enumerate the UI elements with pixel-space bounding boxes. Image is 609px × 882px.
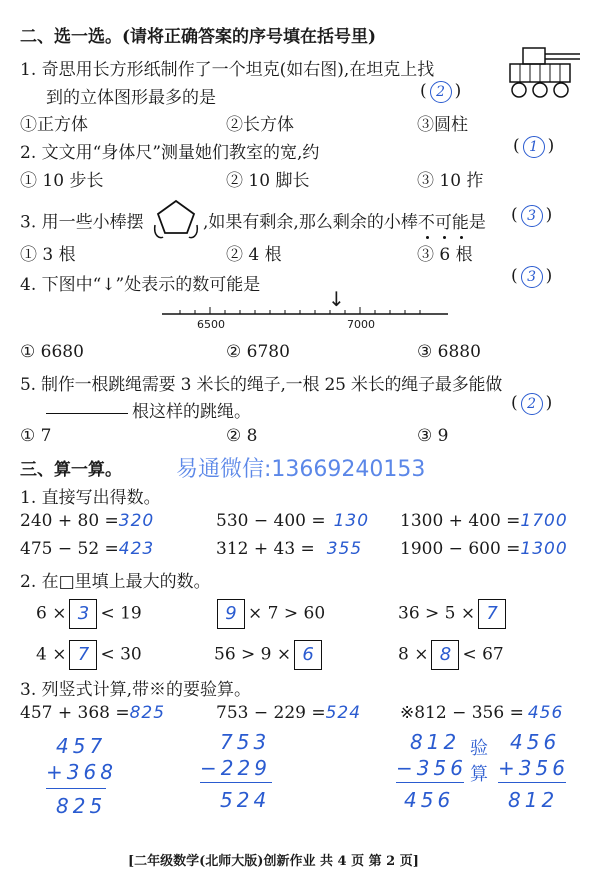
- calc-answer-3: 1700: [520, 511, 568, 531]
- page-footer: [二年级数学(北师大版)创新作业 共 4 页 第 2 页]: [128, 854, 419, 869]
- q3-emph-2: 可: [434, 212, 452, 233]
- fill-box-1[interactable]: 3: [69, 599, 97, 629]
- q2-answer-bracket[interactable]: ( 1 ): [513, 136, 555, 156]
- calc-answer-5: 355: [326, 539, 363, 559]
- work1-rule: [46, 788, 106, 789]
- q5-answer-bracket[interactable]: ( 2 ): [511, 393, 553, 413]
- q2-line: 2. 文文用“身体尺”测量她们教室的宽,约: [20, 143, 320, 163]
- q1-answer: 2: [430, 81, 452, 103]
- q2-answer: 1: [523, 136, 545, 158]
- work1-result: 825: [56, 794, 107, 818]
- q3-emph-1: 不: [417, 212, 435, 233]
- fill-item-3: 36 > 5 × 7: [398, 599, 509, 629]
- calc-answer-1: 320: [118, 511, 155, 531]
- work2-result: 524: [220, 788, 271, 812]
- work3-mid: −356: [396, 756, 467, 780]
- check-mid: +356: [498, 756, 569, 780]
- q4-answer: 3: [521, 266, 543, 288]
- q5-answer: 2: [521, 393, 543, 415]
- calc-item-5: 312 + 43 = 355: [216, 539, 363, 559]
- calc-item-4: 475 − 52 =423: [20, 539, 155, 559]
- number-line-label-7000: 7000: [347, 318, 375, 331]
- work1-mid: +368: [46, 760, 117, 784]
- q5-blank[interactable]: [46, 413, 128, 414]
- fill-item-4: 4 × 7 < 30: [36, 640, 142, 670]
- work1-top: 457: [56, 734, 107, 758]
- work3-result: 456: [404, 788, 455, 812]
- number-line-label-6500: 6500: [197, 318, 225, 331]
- q3-line: [20, 207, 486, 239]
- fill-box-2[interactable]: 9: [217, 599, 245, 629]
- q3-answer: 3: [521, 205, 543, 227]
- q1-answer-bracket[interactable]: ( 2 ): [420, 81, 462, 101]
- calc-item-2: 530 − 400 = 130: [216, 511, 370, 531]
- vertical-item-1: 457 + 368 =825: [20, 703, 166, 723]
- q3-option-2: ② 4 根: [226, 245, 282, 265]
- q1-option-1: ①正方体: [20, 115, 88, 135]
- vertical-item-2: 753 − 229 =524: [216, 703, 362, 723]
- section2-title: 二、选一选。(请将正确答案的序号填在括号里): [20, 27, 377, 47]
- q3-option-3: ③ 6 根: [417, 245, 473, 265]
- work2-mid: −229: [200, 756, 271, 780]
- tank-illustration: [505, 42, 585, 104]
- q3-post: ,如果有剩余,那么剩余的小棒: [203, 212, 418, 233]
- q3-answer-bracket[interactable]: ( 3 ): [511, 205, 553, 225]
- q1-option-2: ②长方体: [226, 115, 294, 135]
- fill-item-6: 8 × 8 < 67: [398, 640, 504, 670]
- calc-item-3: 1300 + 400 =1700: [400, 511, 568, 531]
- q1-option-3: ③圆柱: [417, 115, 468, 135]
- section3-title: 三、算一算。: [20, 460, 122, 480]
- fill-item-2: 9 × 7 > 60: [214, 599, 325, 629]
- pentagon-icon: [151, 195, 201, 239]
- q4-option-1: ① 6680: [20, 342, 84, 362]
- q3-tail: 是: [468, 212, 486, 233]
- q2-option-2: ② 10 脚长: [226, 171, 310, 191]
- vertical-answer-1: 825: [129, 703, 166, 723]
- check-rule: [498, 782, 566, 783]
- calc-answer-4: 423: [118, 539, 155, 559]
- check-top: 456: [510, 730, 561, 754]
- fill-item-5: 56 > 9 × 6: [214, 640, 325, 670]
- q5-line2: 根这样的跳绳。: [132, 402, 251, 422]
- calc-item-1: 240 + 80 =320: [20, 511, 155, 531]
- vertical-answer-3: 456: [527, 703, 564, 723]
- q5-option-3: ③ 9: [417, 426, 449, 446]
- check-result: 812: [508, 788, 559, 812]
- q5-option-1: ① 7: [20, 426, 52, 446]
- q4-answer-bracket[interactable]: ( 3 ): [511, 266, 553, 286]
- q2-option-1: ① 10 步长: [20, 171, 104, 191]
- check-label-1: 验: [470, 738, 489, 759]
- vertical-item-3: ※812 − 356 = 456: [400, 703, 564, 723]
- q4-option-3: ③ 6880: [417, 342, 481, 362]
- q1-line1: 1. 奇思用长方形纸制作了一个坦克(如右图),在坦克上找: [20, 60, 435, 80]
- work2-rule: [200, 782, 272, 783]
- watermark-text: 易通微信:13669240153: [176, 457, 426, 482]
- vertical-answer-2: 524: [325, 703, 362, 723]
- q2-option-3: ③ 10 拃: [417, 171, 484, 191]
- calc-answer-2: 130: [333, 511, 370, 531]
- fill-box-5[interactable]: 6: [294, 640, 322, 670]
- work3-top: 812: [410, 730, 461, 754]
- p3-title: 3. 列竖式计算,带※的要验算。: [20, 680, 252, 700]
- work3-rule: [396, 782, 464, 783]
- check-label-2: 算: [470, 764, 489, 785]
- q4-line: 4. 下图中“↓”处表示的数可能是: [20, 275, 261, 295]
- q3-option-1: ① 3 根: [20, 245, 76, 265]
- q1-line2: 到的立体图形最多的是: [46, 88, 216, 108]
- q4-option-2: ② 6780: [226, 342, 290, 362]
- p1-title: 1. 直接写出得数。: [20, 488, 161, 508]
- fill-box-4[interactable]: 7: [69, 640, 97, 670]
- q5-line1: 5. 制作一根跳绳需要 3 米长的绳子,一根 25 米长的绳子最多能做: [20, 375, 503, 395]
- fill-box-3[interactable]: 7: [478, 599, 506, 629]
- calc-item-6: 1900 − 600 =1300: [400, 539, 568, 559]
- q5-option-2: ② 8: [226, 426, 258, 446]
- work2-top: 753: [220, 730, 271, 754]
- fill-box-6[interactable]: 8: [431, 640, 459, 670]
- number-line-arrow: ↓: [328, 287, 345, 311]
- calc-answer-6: 1300: [520, 539, 568, 559]
- q3-emph-3: 能: [451, 212, 469, 233]
- fill-item-1: 6 × 3 < 19: [36, 599, 142, 629]
- q3-pre: 3. 用一些小棒摆: [20, 212, 144, 233]
- p2-title: 2. 在□里填上最大的数。: [20, 572, 211, 592]
